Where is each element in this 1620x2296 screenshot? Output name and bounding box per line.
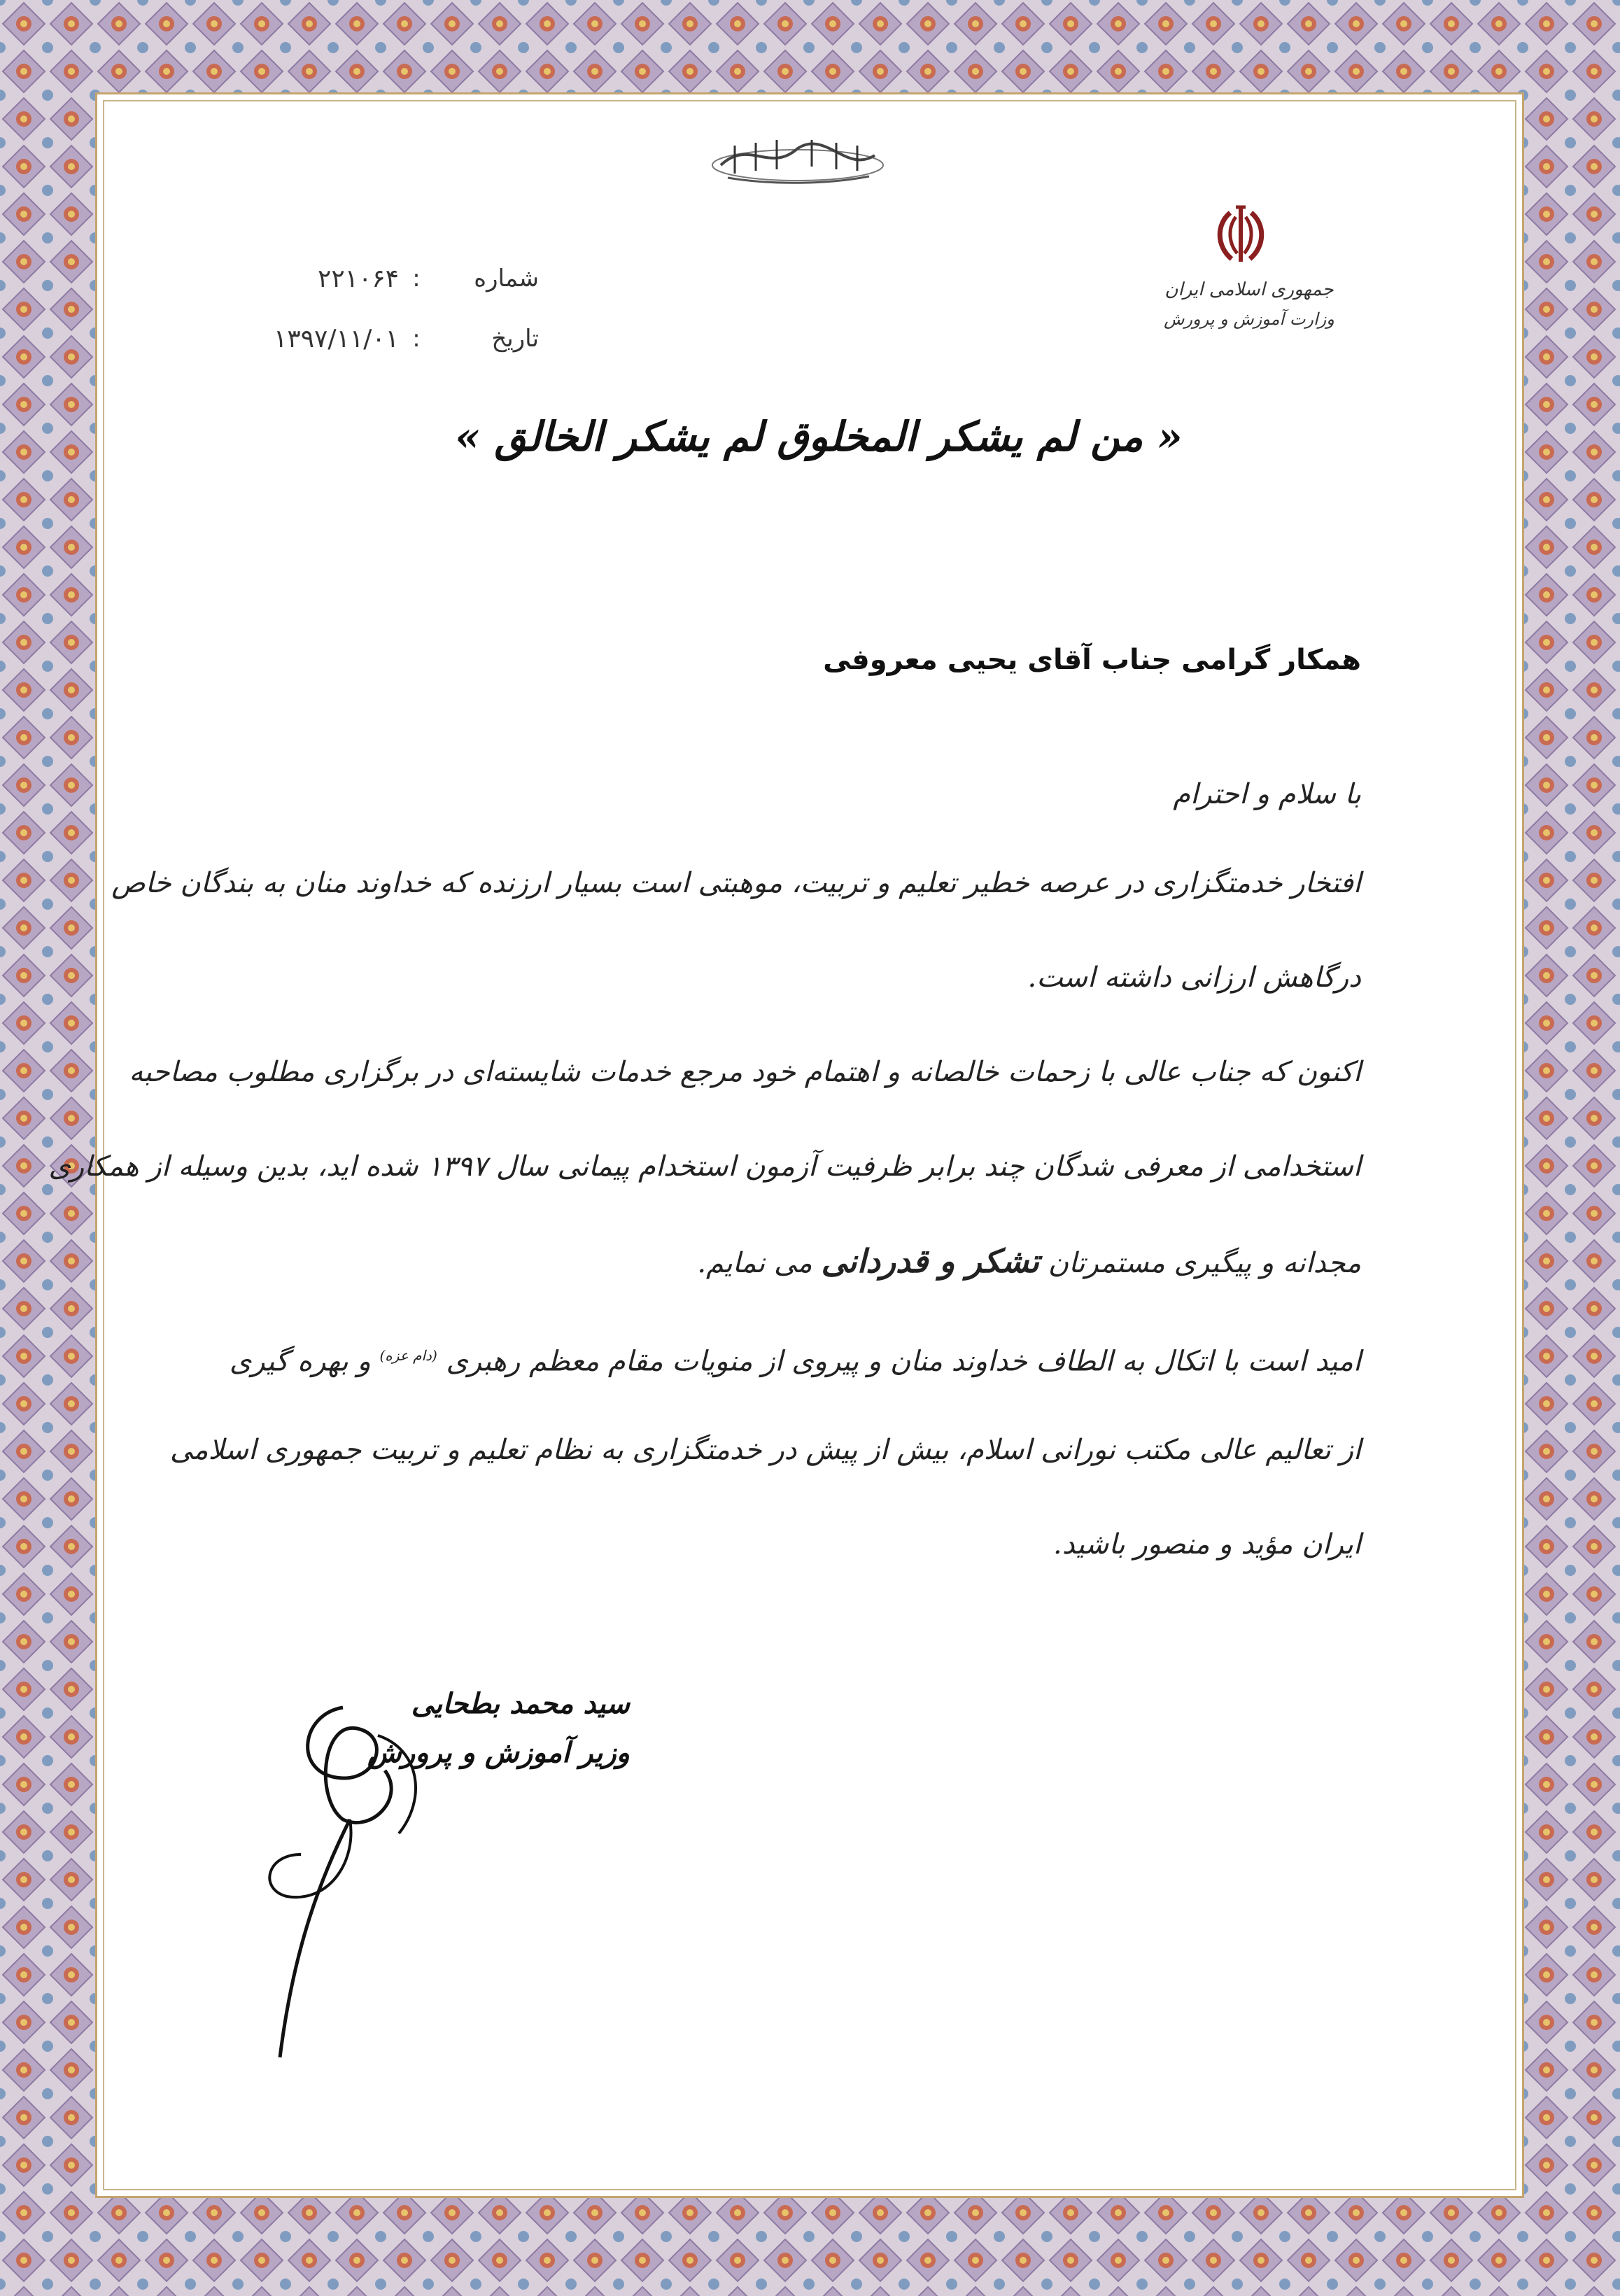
date-value: ۱۳۹۷/۱۱/۰۱ — [274, 324, 399, 353]
date-separator: : — [412, 325, 421, 353]
body-line-6 — [171, 1309, 1361, 1403]
body-line-7: از تعالیم عالی مکتب نورانی اسلام، بیش از پیش در خدمتگزاری به نظام تعلیم و تربیت جمهوری اسلامی — [169, 1434, 1361, 1466]
ministry-line-1: جمهوری اسلامی ایران — [1164, 279, 1334, 300]
recipient-line: همکار گرامی جناب آقای یحیی معروفی — [823, 644, 1361, 676]
ministry-heading — [1148, 274, 1351, 333]
body-line-2: درگاهش ارزانی داشته است. — [1027, 962, 1361, 994]
body-line-6-pre: امید است با اتکال به الطاف خداوند منان و پیروی از منویات مقام معظم رهبری — [446, 1345, 1361, 1378]
body-line-3: اکنون که جناب عالی با زحمات خالصانه و اهتمام خود مرجع خدمات شایسته‌ای در برگزاری مطلوب مصاحبه — [129, 1056, 1361, 1088]
number-row — [203, 248, 539, 309]
body-line-5-post: می نمایم. — [697, 1247, 812, 1279]
honorific-superscript: (دام عزه) — [379, 1347, 437, 1364]
letter-meta — [203, 248, 539, 369]
body-line-1: افتخار خدمتگزاری در عرصه خطیر تعلیم و تربیت، موهبتی است بسیار ارزنده که خداوند منان به بندگان خاص — [111, 867, 1361, 899]
signer-name: سید محمد بطحایی — [411, 1687, 630, 1720]
number-value: ۲۲۱۰۶۴ — [317, 264, 399, 293]
date-label: تاریخ — [491, 325, 539, 353]
body-line-6-post: و بهره گیری — [229, 1345, 371, 1378]
date-row — [203, 309, 539, 369]
number-separator: : — [412, 265, 421, 293]
body-line-5-pre: مجدانه و پیگیری مستمرتان — [1048, 1247, 1361, 1279]
greeting: با سلام و احترام — [1173, 778, 1361, 810]
iran-emblem-icon — [1209, 203, 1272, 266]
signer-title: وزیر آموزش و پرورش — [367, 1736, 630, 1769]
body-line-5 — [171, 1214, 1361, 1309]
number-label: شماره — [474, 265, 539, 293]
body-line-8: ایران مؤید و منصور باشید. — [1053, 1528, 1361, 1561]
letter-body — [48, 752, 1361, 1592]
handwritten-signature — [238, 1693, 448, 2071]
ministry-line-2: وزارت آموزش و پرورش — [1164, 309, 1334, 329]
motto-heading: « من لم یشکر المخلوق لم یشکر الخالق » — [455, 413, 1183, 460]
body-line-4: استخدامی از معرفی شدگان چند برابر ظرفیت آزمون استخدام پیمانی سال ۱۳۹۷ شده اید، بدین وسیله از همکاری — [48, 1150, 1361, 1183]
thanks-emphasis: تشکر و قدردانی — [821, 1242, 1040, 1280]
bismillah-calligraphy — [707, 125, 889, 188]
